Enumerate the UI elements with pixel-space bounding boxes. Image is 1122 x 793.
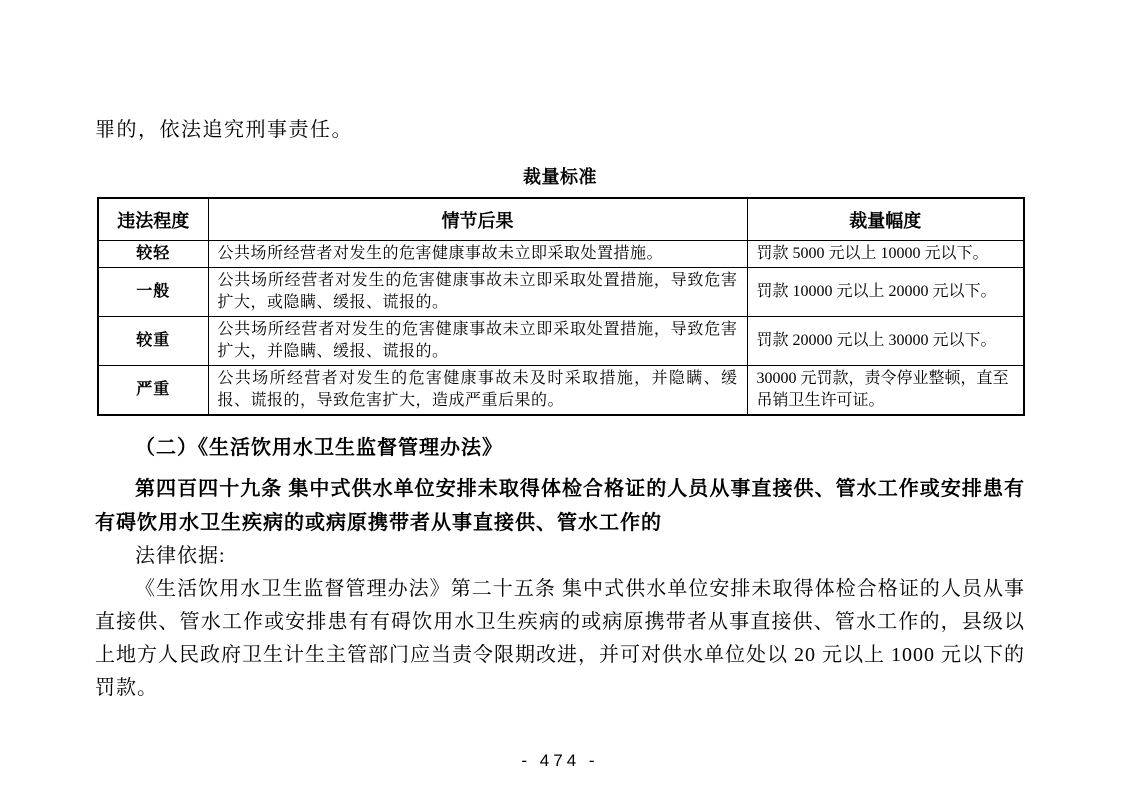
consequence-cell: 公共场所经营者对发生的危害健康事故未及时采取措施，并隐瞒、缓报、谎报的，导致危害扩大，造成严重后果的。 xyxy=(208,366,747,416)
range-cell: 30000 元罚款，责令停业整顿，直至吊销卫生许可证。 xyxy=(747,366,1024,416)
table-header-row xyxy=(98,198,1024,241)
section-heading: （二）《生活饮用水卫生监督管理办法》 xyxy=(135,437,503,459)
table-row xyxy=(98,268,1024,317)
range-cell: 罚款 5000 元以上 10000 元以下。 xyxy=(747,241,1024,268)
legal-basis-paragraph: 《生活饮用水卫生监督管理办法》第二十五条 集中式供水单位安排未取得体检合格证的人员从事直接供、管水工作或安排患有有碍饮用水卫生疾病的或病原携带者从事直接供、管水工作的，县级以上地方人民政府卫生计生主管部门应当责令限期改进，并可对供水单位处以 20 元以上 1000 元以下的罚款。 xyxy=(95,578,1025,699)
level-cell: 较重 xyxy=(98,317,208,366)
intro-paragraph: 罪的，依法追究刑事责任。 xyxy=(95,119,353,141)
penalty-table xyxy=(97,197,1025,416)
level-cell: 严重 xyxy=(98,366,208,416)
level-cell: 较轻 xyxy=(98,241,208,268)
table-row xyxy=(98,317,1024,366)
table-row xyxy=(98,241,1024,268)
consequence-cell: 公共场所经营者对发生的危害健康事故未立即采取处置措施。 xyxy=(208,241,747,268)
consequence-cell: 公共场所经营者对发生的危害健康事故未立即采取处置措施，导致危害扩大，并隐瞒、缓报、谎报的。 xyxy=(208,317,747,366)
col-header-violation-level: 违法程度 xyxy=(98,198,208,241)
table-title: 裁量标准 xyxy=(523,167,597,187)
consequence-cell: 公共场所经营者对发生的危害健康事故未立即采取处置措施，导致危害扩大，或隐瞒、缓报、谎报的。 xyxy=(208,268,747,317)
legal-basis-label: 法律依据: xyxy=(135,545,226,567)
col-header-discretion-range: 裁量幅度 xyxy=(747,198,1024,241)
article-heading: 第四百四十九条 集中式供水单位安排未取得体检合格证的人员从事直接供、管水工作或安排患有有碍饮用水卫生疾病的或病原携带者从事直接供、管水工作的 xyxy=(95,478,1025,534)
range-cell: 罚款 20000 元以上 30000 元以下。 xyxy=(747,317,1024,366)
level-cell: 一般 xyxy=(98,268,208,317)
table-row xyxy=(98,366,1024,416)
page-number: - 474 - xyxy=(521,751,599,770)
range-cell: 罚款 10000 元以上 20000 元以下。 xyxy=(747,268,1024,317)
col-header-circumstance: 情节后果 xyxy=(208,198,747,241)
